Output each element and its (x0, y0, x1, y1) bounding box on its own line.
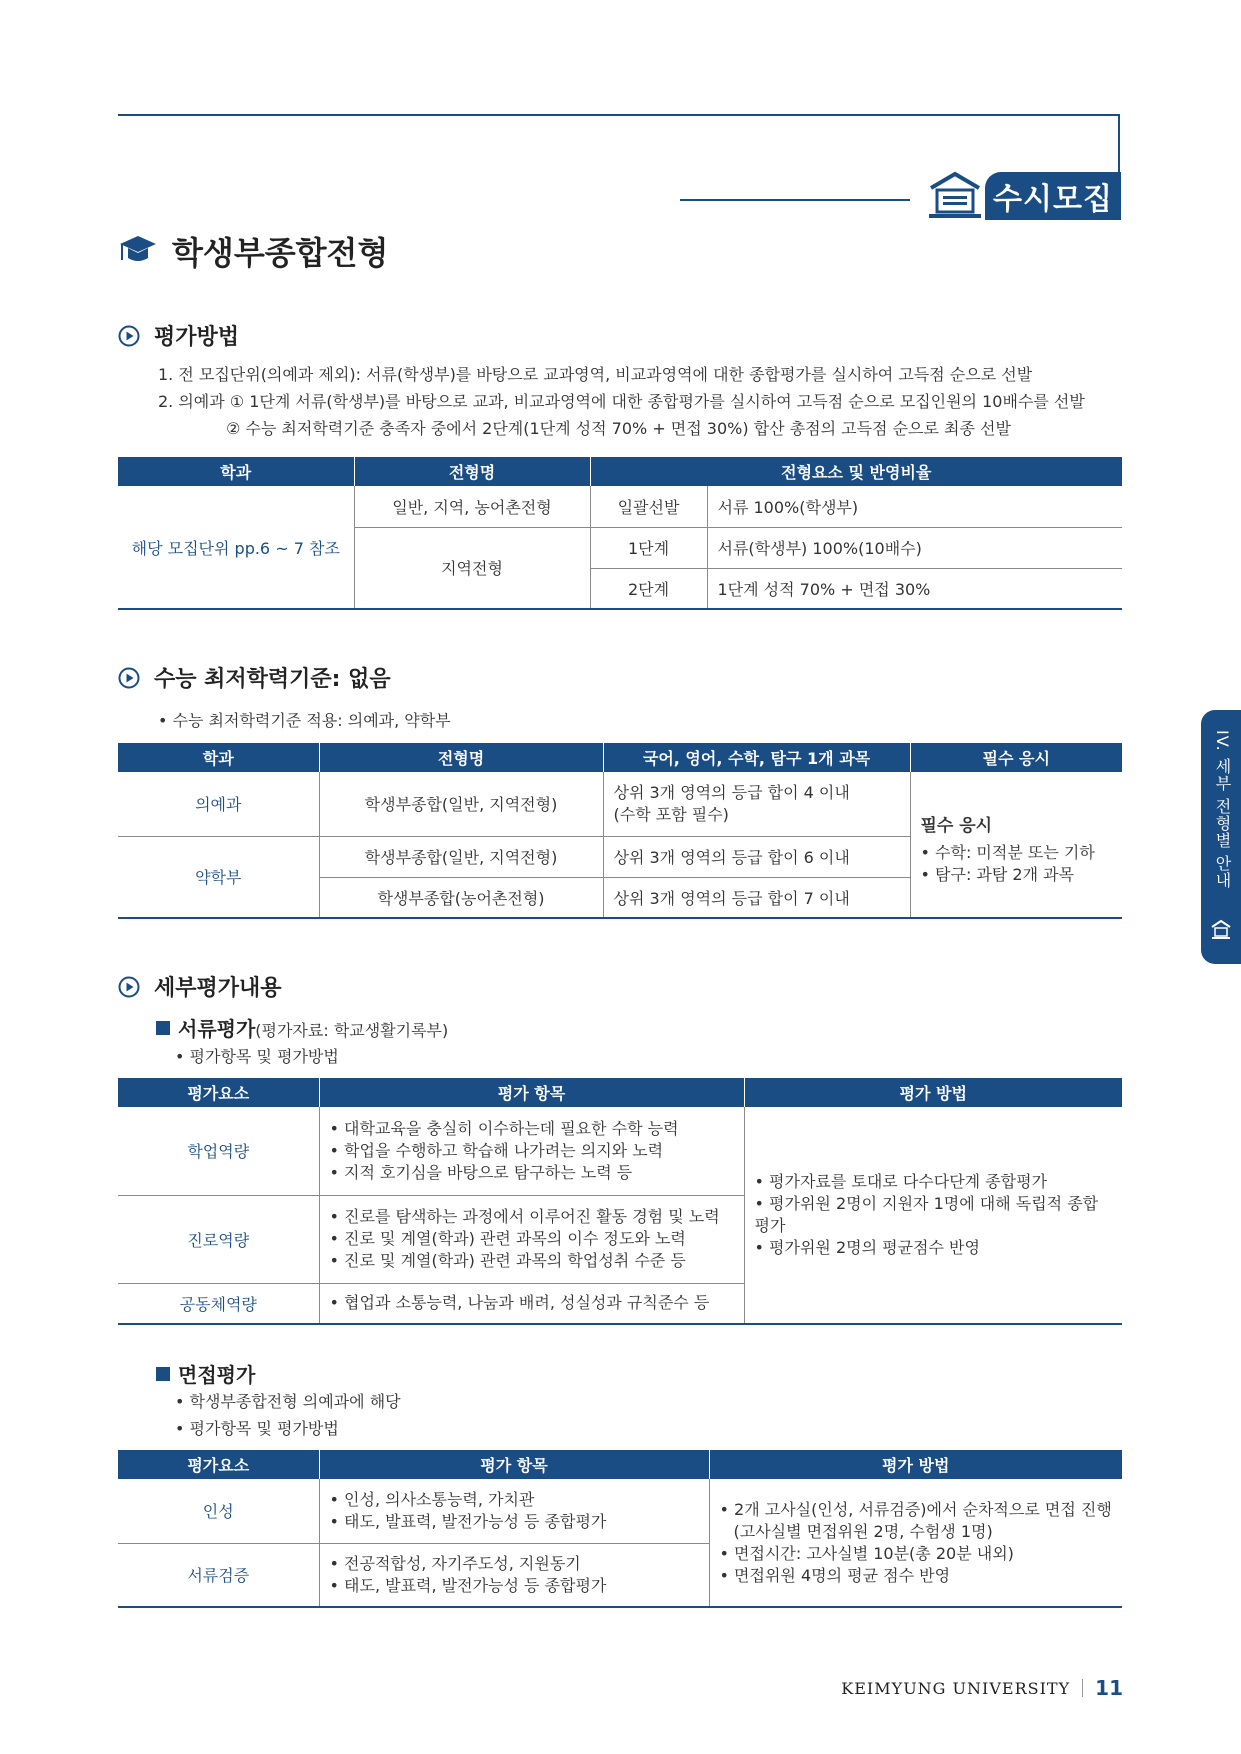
header-line (680, 199, 910, 201)
side-chapter-tab[interactable] (1201, 710, 1241, 964)
ratio-cell: 1단계 성적 70% + 면접 30% (707, 568, 1122, 609)
page-number: 11 (1095, 1676, 1123, 1700)
col-header: 필수 응시 (910, 743, 1122, 772)
col-header: 평가 항목 (319, 1078, 744, 1107)
criterion-cell: 진로역량 (118, 1195, 319, 1283)
graduation-cap-icon (118, 232, 158, 268)
section-detail (118, 971, 282, 1002)
required-cell: 필수 응시 • 수학: 미적분 또는 기하 • 탐구: 과탐 2개 과목 (910, 772, 1122, 918)
ratio-cell: 서류(학생부) 100%(10배수) (707, 527, 1122, 568)
items-cell: • 전공적합성, 자기주도성, 지원동기 • 태도, 발표력, 발전가능성 등 종합평가 (319, 1543, 709, 1607)
type-cell: 일반, 지역, 농어촌전형 (354, 486, 590, 527)
req-cell: 상위 3개 영역의 등급 합이 4 이내 (수학 포함 필수) (603, 772, 910, 836)
side-tab-label: IV. 세부 전형별 안내 (1213, 730, 1232, 889)
dept-cell: 약학부 (118, 836, 319, 918)
section-min-standard (118, 662, 391, 693)
method-cell: • 2개 고사실(인성, 서류검증)에서 순차적으로 면접 진행 (고사실별 면접위원 2명, 수험생 1명) • 면접시간: 고사실별 10분(총 20분 내외) • 면접위원 4명의 평균 점수 반영 (709, 1479, 1122, 1607)
col-header: 평가요소 (118, 1450, 319, 1479)
type-cell: 학생부종합(일반, 지역전형) (319, 836, 603, 877)
req-cell: 상위 3개 영역의 등급 합이 6 이내 (603, 836, 910, 877)
items-cell: • 진로를 탐색하는 과정에서 이루어진 활동 경험 및 노력 • 진로 및 계열(학과) 관련 과목의 이수 정도와 노력 • 진로 및 계열(학과) 관련 과목의 학업성취 수준 등 (319, 1195, 744, 1283)
play-circle-icon (118, 976, 140, 998)
doc-eval-heading: 서류평가(평가자료: 학교생활기록부) (156, 1013, 448, 1042)
eval-item-2: 2. 의예과 ① 1단계 서류(학생부)를 바탕으로 교과, 비교과영역에 대한 종합평가를 실시하여 고득점 순으로 모집인원의 10배수를 선발 (158, 392, 1085, 411)
footer-divider (1082, 1679, 1083, 1697)
col-header: 전형명 (354, 457, 590, 486)
col-header: 평가 방법 (709, 1450, 1122, 1479)
play-circle-icon (118, 325, 140, 347)
section-title: 평가방법 (154, 325, 240, 350)
play-circle-icon (118, 667, 140, 689)
min-standard-note: • 수능 최저학력기준 적용: 의예과, 약학부 (158, 711, 451, 730)
square-bullet-icon (156, 1021, 170, 1035)
school-building-icon (925, 168, 985, 220)
items-cell: • 대학교육을 충실히 이수하는데 필요한 수학 능력 • 학업을 수행하고 학습해 나가려는 의지와 노력 • 지적 호기심을 바탕으로 탐구하는 노력 등 (319, 1107, 744, 1195)
required-item: • 탐구: 과탐 2개 과목 (921, 864, 1113, 886)
min-standard-table (118, 743, 1122, 919)
interview-heading: 면접평가 (156, 1359, 255, 1388)
type-cell: 지역전형 (354, 527, 590, 609)
criterion-cell: 학업역량 (118, 1107, 319, 1195)
req-cell: 상위 3개 영역의 등급 합이 7 이내 (603, 877, 910, 918)
col-header: 평가요소 (118, 1078, 319, 1107)
dept-cell: 의예과 (118, 772, 319, 836)
criterion-cell: 공동체역량 (118, 1283, 319, 1324)
page-footer (841, 1676, 1123, 1700)
col-header: 국어, 영어, 수학, 탐구 1개 과목 (603, 743, 910, 772)
square-bullet-icon (156, 1367, 170, 1381)
items-cell: • 인성, 의사소통능력, 가치관 • 태도, 발표력, 발전가능성 등 종합평가 (319, 1479, 709, 1543)
method-cell: • 평가자료를 토대로 다수다단계 종합평가 • 평가위원 2명이 지원자 1명에 대해 독립적 종합평가 • 평가위원 2명의 평균점수 반영 (744, 1107, 1122, 1324)
criterion-cell: 서류검증 (118, 1543, 319, 1607)
required-item: • 수학: 미적분 또는 기하 (921, 842, 1113, 864)
interview-note: • 학생부종합전형 의예과에 해당 (175, 1392, 401, 1411)
criterion-cell: 인성 (118, 1479, 319, 1543)
eval-method-table (118, 457, 1122, 610)
interview-note: • 평가항목 및 평가방법 (175, 1419, 339, 1438)
stage-cell: 1단계 (590, 527, 707, 568)
page-title: 학생부종합전형 (172, 234, 389, 272)
university-name: KEIMYUNG UNIVERSITY (841, 1678, 1071, 1698)
header-rule (118, 114, 1120, 116)
col-header: 학과 (118, 743, 319, 772)
dept-cell: 해당 모집단위 pp.6 ~ 7 참조 (118, 486, 354, 609)
doc-eval-note: • 평가항목 및 평가방법 (175, 1047, 339, 1066)
section-title: 수능 최저학력기준: 없음 (154, 667, 391, 692)
col-header: 학과 (118, 457, 354, 486)
items-cell: • 협업과 소통능력, 나눔과 배려, 성실성과 규칙준수 등 (319, 1283, 744, 1324)
col-header: 평가 항목 (319, 1450, 709, 1479)
eval-item-1: 1. 전 모집단위(의예과 제외): 서류(학생부)를 바탕으로 교과영역, 비교과영역에 대한 종합평가를 실시하여 고득점 순으로 선발 (158, 365, 1033, 384)
section-eval-method (118, 320, 239, 351)
doc-eval-table (118, 1078, 1122, 1325)
col-header: 전형명 (319, 743, 603, 772)
recruit-badge: 수시모집 (985, 172, 1121, 220)
ratio-cell: 서류 100%(학생부) (707, 486, 1122, 527)
stage-cell: 2단계 (590, 568, 707, 609)
eval-item-3: ② 수능 최저학력기준 충족자 중에서 2단계(1단계 성적 70% + 면접 30%) 합산 총점의 고득점 순으로 최종 선발 (226, 419, 1011, 438)
stage-cell: 일괄선발 (590, 486, 707, 527)
school-building-icon (1210, 918, 1232, 940)
interview-table (118, 1450, 1122, 1608)
col-header: 전형요소 및 반영비율 (590, 457, 1122, 486)
type-cell: 학생부종합(일반, 지역전형) (319, 772, 603, 836)
col-header: 평가 방법 (744, 1078, 1122, 1107)
section-title: 세부평가내용 (154, 976, 282, 1001)
type-cell: 학생부종합(농어촌전형) (319, 877, 603, 918)
